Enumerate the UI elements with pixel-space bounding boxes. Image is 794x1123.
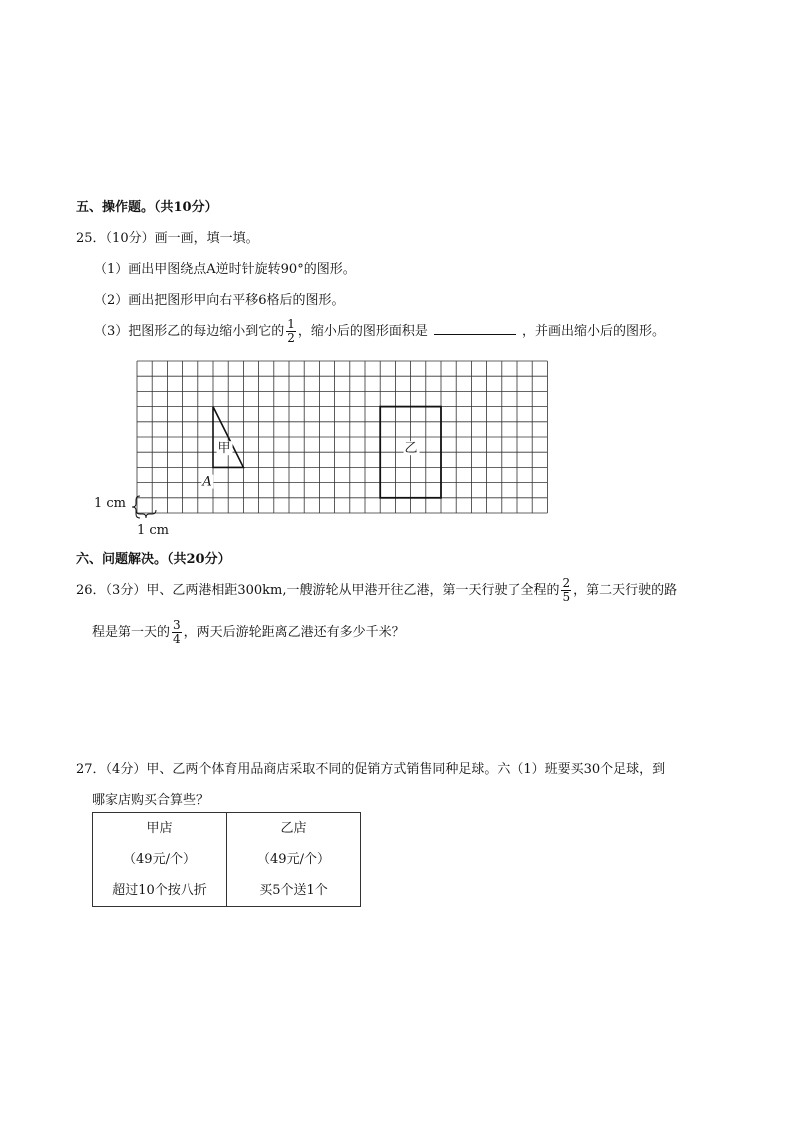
q26-frac1-den: 5 [562,590,571,604]
scale-v-label: 1 cm [137,523,170,538]
label-jia: 甲 [217,441,231,457]
label-yi: 乙 [404,441,418,457]
q25-grid[interactable] [136,360,552,516]
shop-yi-price: （49元/个） [257,852,330,867]
shop-jia-name: 甲店 [146,821,173,836]
q25-item3 [94,318,665,346]
q25-item3-before: （3）把图形乙的每边缩小到它的 [94,324,285,339]
q25-answer-blank[interactable] [434,322,516,335]
q26-frac2-num: 3 [173,618,181,632]
q25-item3-mid: ，缩小后的图形面积是 [297,324,428,339]
shop-yi-cell [227,813,361,907]
q26-line1-after: ，第二天行驶的路 [573,583,678,598]
q27-line1: 27．（4分）甲、乙两个体育用品商店采取不同的促销方式销售同种足球。六（1）班要买30个足球，到 [76,762,666,777]
shop-comparison-table [92,812,361,907]
section6-title: 六、问题解决。（共20分） [76,552,231,567]
shop-yi-rule: 买5个送1个 [259,883,328,898]
shop-jia-rule: 超过10个按八折 [112,883,207,898]
section5-title: 五、操作题。（共10分） [76,200,218,215]
q26-line1-before: 26．（3分）甲、乙两港相距300km,一艘游轮从甲港开往乙港，第一天行驶了全程的 [76,583,560,598]
q25-item3-fraction [286,318,296,345]
q26-frac1-num: 2 [562,576,571,590]
scale-h-label: 1 cm [94,496,127,511]
q26-fraction2 [172,619,182,646]
q25-item3-frac-num: 1 [287,317,295,331]
q25-header: 25．（10分）画一画，填一填。 [76,231,259,246]
q26-frac2-den: 4 [173,632,181,646]
q25-item1: （1）画出甲图绕点A逆时针旋转90°的图形。 [94,262,356,277]
q25-item2: （2）画出把图形甲向右平移6格后的图形。 [94,293,345,308]
label-point-a: A [202,474,212,490]
q26-fraction1 [561,577,571,604]
q25-item3-frac-den: 2 [287,331,295,345]
shop-jia-price: （49元/个） [123,852,196,867]
q27-line2: 哪家店购买合算些？ [92,793,210,808]
q26-line2-before: 程是第一天的 [92,625,171,640]
q26-line1 [76,576,677,606]
shop-jia-cell [93,813,227,907]
q25-item3-after: ，并画出缩小后的图形。 [521,324,665,339]
q26-line2-after: ，两天后游轮距离乙港还有多少千米？ [183,625,405,640]
q26-line2 [92,618,405,648]
shop-yi-name: 乙店 [280,821,307,836]
